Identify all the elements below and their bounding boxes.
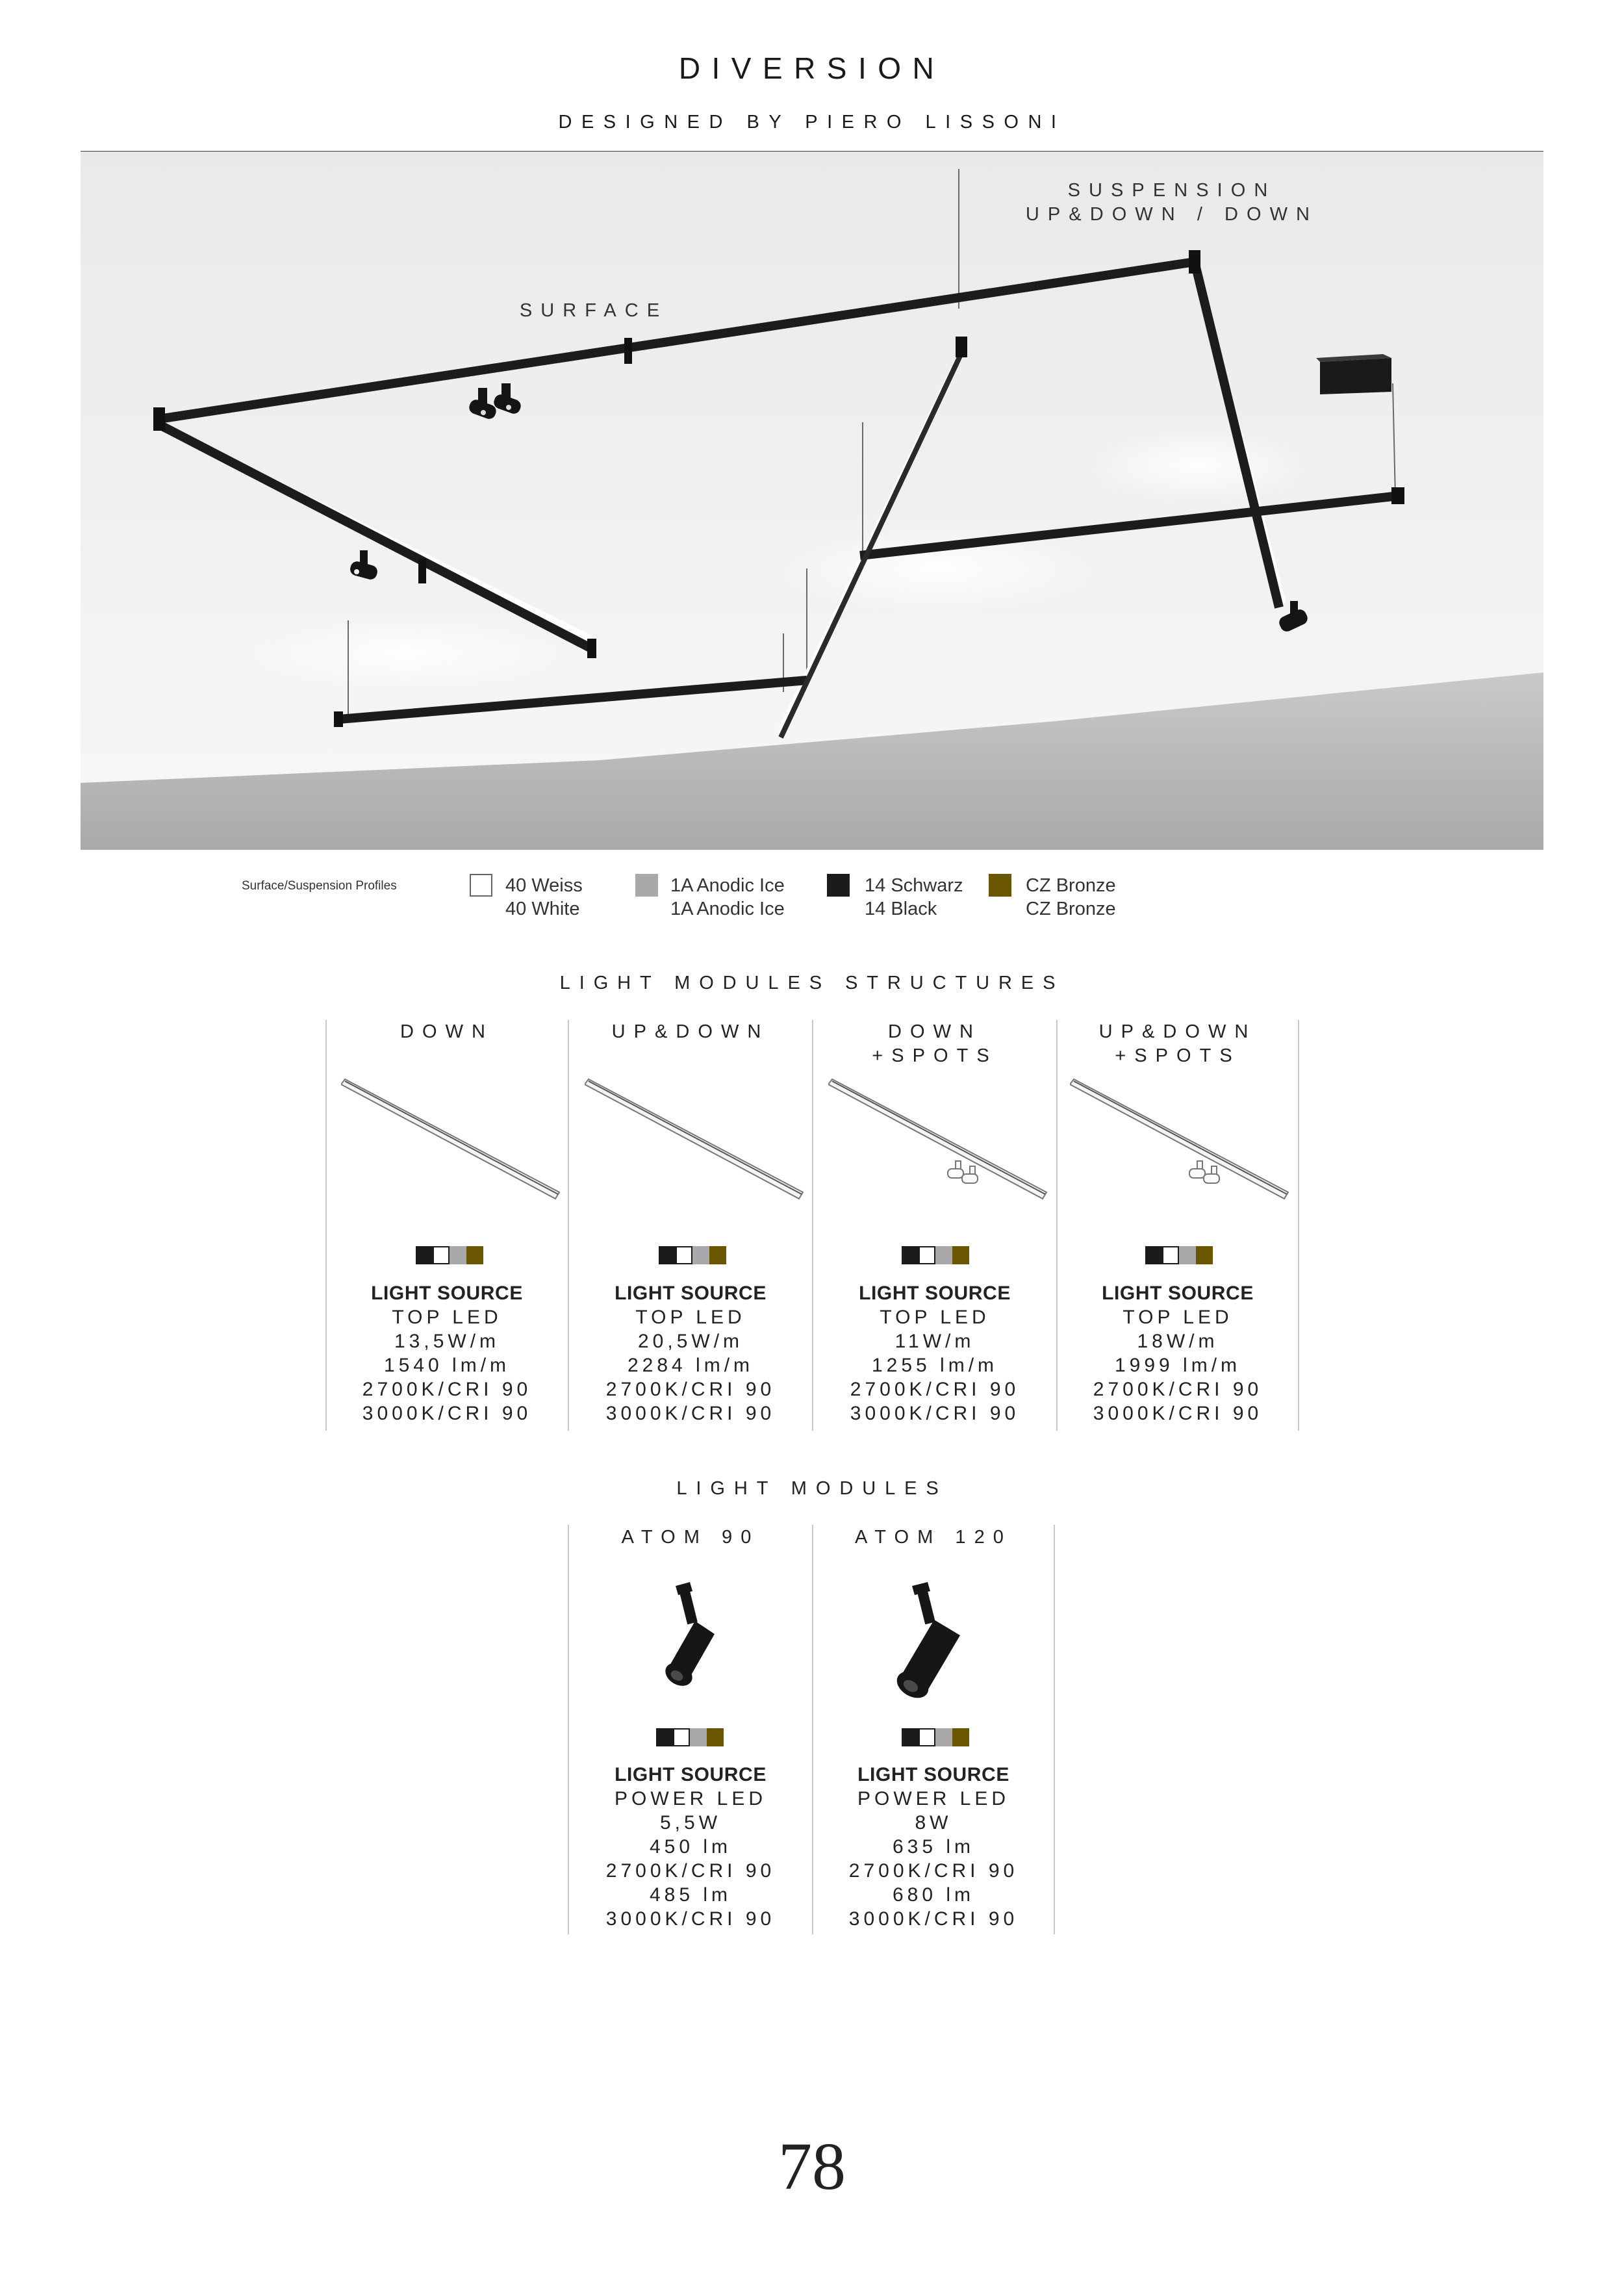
linear-profile-spots-image xyxy=(828,1075,1049,1205)
structure-name-suffix: +SPOTS xyxy=(872,1045,998,1066)
light-source-type: TOP LED xyxy=(1123,1307,1233,1328)
power-value: 8W xyxy=(915,1812,952,1833)
flux-value: 1999 lm/m xyxy=(1114,1355,1241,1376)
flux-value: 450 lm xyxy=(649,1836,732,1858)
legend-item-label-en: 14 Black xyxy=(865,899,937,919)
power-value: 13,5W/m xyxy=(394,1331,500,1352)
flux-value: 1540 lm/m xyxy=(383,1355,511,1376)
cct-value: 3000K/CRI 90 xyxy=(605,1908,776,1930)
light-source-type: TOP LED xyxy=(880,1307,990,1328)
cct-value: 2700K/CRI 90 xyxy=(1093,1379,1263,1400)
legend-item-label: 40 Weiss xyxy=(505,875,583,896)
suspension-label-line2: UP&DOWN / DOWN xyxy=(1025,204,1319,225)
flux-value: 635 lm xyxy=(892,1836,975,1858)
module-specs-atom-120 xyxy=(813,1763,1054,1931)
profile-color-legend xyxy=(0,874,1624,926)
header-divider xyxy=(81,151,1543,152)
structures-section-title: LIGHT MODULES STRUCTURES xyxy=(559,973,1065,993)
light-source-label: LIGHT SOURCE xyxy=(615,1283,767,1304)
color-swatches xyxy=(656,1728,724,1746)
atom-90-spotlight-image xyxy=(650,1582,741,1699)
power-value: 11W/m xyxy=(894,1331,975,1352)
structure-card-updown xyxy=(569,1020,812,1044)
cct-value: 3000K/CRI 90 xyxy=(1093,1403,1263,1424)
cct-value: 2700K/CRI 90 xyxy=(605,1379,776,1400)
legend-title: Surface/Suspension Profiles xyxy=(242,879,397,893)
cct-value: 3000K/CRI 90 xyxy=(848,1908,1019,1930)
structure-name-suffix: +SPOTS xyxy=(1115,1045,1241,1066)
color-swatches xyxy=(902,1246,969,1264)
black-swatch xyxy=(827,874,850,897)
structure-specs-down xyxy=(326,1281,568,1425)
structure-name: DOWN xyxy=(887,1021,982,1042)
structure-card-down xyxy=(326,1020,568,1044)
surface-label: SURFACE xyxy=(519,300,668,321)
structure-name: UP&DOWN xyxy=(611,1021,770,1042)
page-subtitle: DESIGNED BY PIERO LISSONI xyxy=(558,112,1066,133)
page-title: DIVERSION xyxy=(678,51,946,85)
module-name: ATOM 90 xyxy=(621,1527,760,1548)
light-source-label: LIGHT SOURCE xyxy=(857,1764,1009,1785)
cct-value: 2700K/CRI 90 xyxy=(362,1379,532,1400)
flux-value: 1255 lm/m xyxy=(871,1355,998,1376)
linear-profile-image xyxy=(585,1075,806,1205)
light-source-type: TOP LED xyxy=(635,1307,746,1328)
module-name: ATOM 120 xyxy=(855,1527,1012,1548)
cct-value: 3000K/CRI 90 xyxy=(362,1403,532,1424)
hero-image xyxy=(81,153,1543,850)
modules-section-title: LIGHT MODULES xyxy=(676,1478,948,1499)
light-source-label: LIGHT SOURCE xyxy=(859,1283,1011,1304)
bronze-swatch xyxy=(989,874,1011,897)
cct-value: 2700K/CRI 90 xyxy=(848,1860,1019,1882)
flux-value: 485 lm xyxy=(649,1884,732,1906)
color-swatches xyxy=(416,1246,483,1264)
color-swatches xyxy=(659,1246,726,1264)
linear-profile-spots-image xyxy=(1070,1075,1291,1205)
cct-value: 2700K/CRI 90 xyxy=(850,1379,1020,1400)
column-divider xyxy=(1054,1525,1055,1934)
structure-card-updown-spots xyxy=(1058,1020,1298,1068)
anodic-ice-swatch xyxy=(635,874,658,897)
structure-name: DOWN xyxy=(400,1021,494,1042)
white-swatch xyxy=(470,874,492,897)
structure-card-down-spots xyxy=(813,1020,1056,1068)
module-specs-atom-90 xyxy=(569,1763,812,1931)
ceiling-track-illustration xyxy=(81,153,1543,850)
legend-item-label: 14 Schwarz xyxy=(865,875,963,896)
legend-item-label: CZ Bronze xyxy=(1026,875,1116,896)
legend-item-label-en: 1A Anodic Ice xyxy=(670,899,785,919)
light-source-label: LIGHT SOURCE xyxy=(615,1764,767,1785)
light-source-type: TOP LED xyxy=(392,1307,502,1328)
color-swatches xyxy=(902,1728,969,1746)
module-card-atom-120 xyxy=(813,1526,1054,1550)
power-value: 20,5W/m xyxy=(637,1331,744,1352)
flux-value: 680 lm xyxy=(892,1884,975,1906)
structure-name: UP&DOWN xyxy=(1098,1021,1257,1042)
light-source-label: LIGHT SOURCE xyxy=(371,1283,523,1304)
light-source-label: LIGHT SOURCE xyxy=(1102,1283,1254,1304)
legend-item-label-en: 40 White xyxy=(505,899,580,919)
structure-specs-updown-spots xyxy=(1058,1281,1298,1425)
light-source-type: POWER LED xyxy=(857,1788,1010,1809)
suspension-label xyxy=(977,179,1367,227)
power-value: 5,5W xyxy=(659,1812,722,1833)
cct-value: 2700K/CRI 90 xyxy=(605,1860,776,1882)
color-swatches xyxy=(1145,1246,1213,1264)
power-value: 18W/m xyxy=(1137,1331,1219,1352)
flux-value: 2284 lm/m xyxy=(627,1355,754,1376)
atom-120-spotlight-image xyxy=(883,1582,987,1706)
cct-value: 3000K/CRI 90 xyxy=(850,1403,1020,1424)
module-card-atom-90 xyxy=(569,1526,812,1550)
legend-item-label: 1A Anodic Ice xyxy=(670,875,785,896)
light-source-type: POWER LED xyxy=(614,1788,767,1809)
linear-profile-image xyxy=(341,1075,562,1205)
legend-item-label-en: CZ Bronze xyxy=(1026,899,1116,919)
cct-value: 3000K/CRI 90 xyxy=(605,1403,776,1424)
page-number: 78 xyxy=(778,2129,846,2204)
column-divider xyxy=(1298,1020,1299,1431)
suspension-label-line1: SUSPENSION xyxy=(1067,180,1276,201)
structure-specs-updown xyxy=(569,1281,812,1425)
structure-specs-down-spots xyxy=(813,1281,1056,1425)
